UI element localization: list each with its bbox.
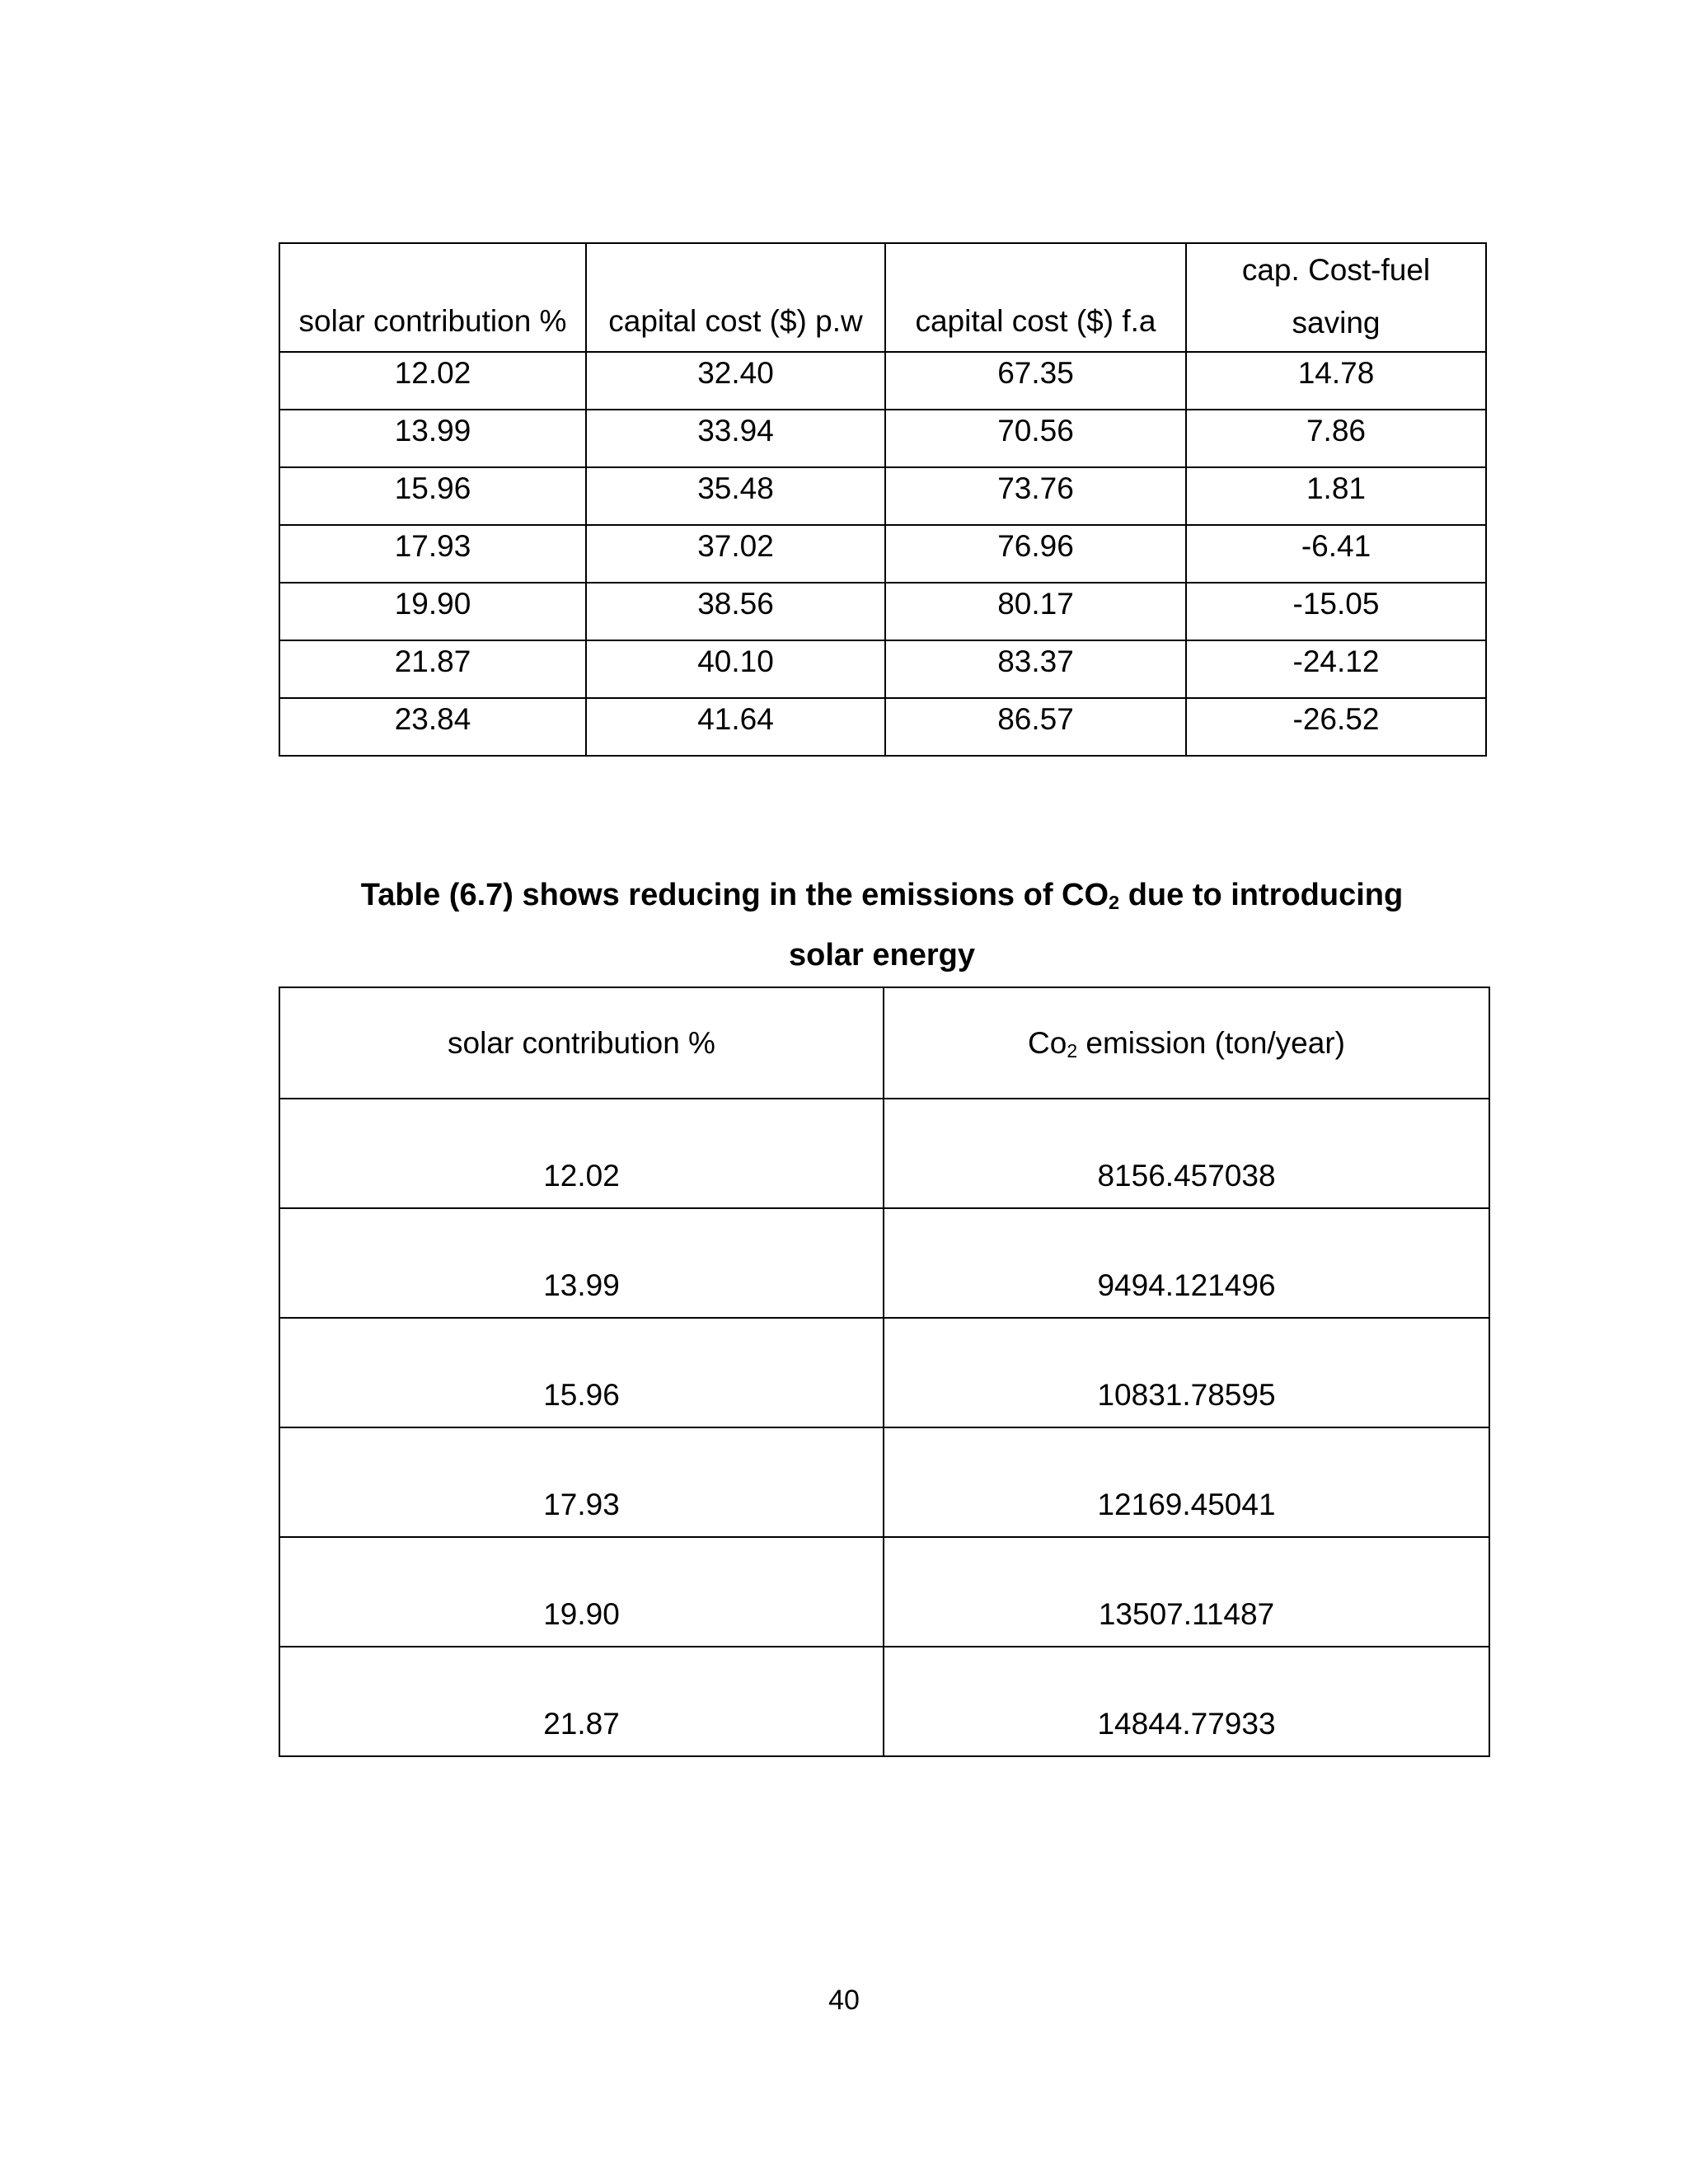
- table-row: [279, 410, 1486, 467]
- capital-cost-table: [279, 242, 1487, 757]
- table-cell: 83.37: [885, 640, 1186, 698]
- table-cell: -26.52: [1186, 698, 1486, 756]
- header-capital-cost-pw: capital cost ($) p.w: [586, 243, 885, 352]
- table-row: [279, 698, 1486, 756]
- table-row: [279, 1099, 1489, 1208]
- header-co2-suffix: emission (ton/year): [1077, 1026, 1345, 1060]
- table-cell: 14.78: [1186, 352, 1486, 410]
- table-cell: 76.96: [885, 525, 1186, 583]
- table-cell: 21.87: [279, 640, 586, 698]
- table-cell: 15.96: [279, 467, 586, 525]
- table-cell: 41.64: [586, 698, 885, 756]
- caption-text-end: due to introducing: [1119, 878, 1404, 912]
- header-cap-cost-fuel-line2: saving: [1292, 306, 1381, 340]
- table-cell: 14844.77933: [884, 1647, 1489, 1756]
- table-cell: 67.35: [885, 352, 1186, 410]
- table-cell: 80.17: [885, 583, 1186, 640]
- table-cell: 38.56: [586, 583, 885, 640]
- table-cell: -24.12: [1186, 640, 1486, 698]
- table-caption: [279, 867, 1485, 984]
- table-cell: 23.84: [279, 698, 586, 756]
- table-cell: 8156.457038: [884, 1099, 1489, 1208]
- table-cell: 86.57: [885, 698, 1186, 756]
- table-row: [279, 525, 1486, 583]
- header-co2-prefix: Co: [1028, 1026, 1067, 1060]
- header-solar-contribution: solar contribution %: [279, 987, 884, 1099]
- table-cell: -6.41: [1186, 525, 1486, 583]
- table-cell: 13.99: [279, 1208, 884, 1318]
- table-cell: -15.05: [1186, 583, 1486, 640]
- table-cell: 13507.11487: [884, 1537, 1489, 1647]
- co2-emission-table: [279, 987, 1490, 1757]
- caption-text: Table (6.7) shows reducing in the emissions of CO: [360, 878, 1109, 912]
- table-cell: 17.93: [279, 1427, 884, 1537]
- table-row: [279, 1318, 1489, 1427]
- table-cell: 10831.78595: [884, 1318, 1489, 1427]
- caption-subscript: 2: [1109, 892, 1120, 914]
- table-cell: 1.81: [1186, 467, 1486, 525]
- header-solar-contribution: solar contribution %: [279, 243, 586, 352]
- caption-line2: solar energy: [789, 938, 975, 972]
- table-cell: 12169.45041: [884, 1427, 1489, 1537]
- table-cell: 19.90: [279, 1537, 884, 1647]
- table-cell: 37.02: [586, 525, 885, 583]
- table-row: [279, 1647, 1489, 1756]
- table-header-row: [279, 243, 1486, 352]
- table-cell: 9494.121496: [884, 1208, 1489, 1318]
- table-cell: 21.87: [279, 1647, 884, 1756]
- table-row: [279, 1208, 1489, 1318]
- table-cell: 32.40: [586, 352, 885, 410]
- table-row: [279, 640, 1486, 698]
- table-cell: 35.48: [586, 467, 885, 525]
- header-co2-emission: [884, 987, 1489, 1099]
- table-cell: 17.93: [279, 525, 586, 583]
- table-row: [279, 1537, 1489, 1647]
- table-row: [279, 352, 1486, 410]
- table-cell: 40.10: [586, 640, 885, 698]
- table-header-row: [279, 987, 1489, 1099]
- header-cap-cost-fuel-line1: cap. Cost-fuel: [1241, 253, 1431, 287]
- header-capital-cost-fa: capital cost ($) f.a: [885, 243, 1186, 352]
- header-cap-cost-fuel-saving: [1186, 243, 1486, 352]
- table-cell: 70.56: [885, 410, 1186, 467]
- table-cell: 33.94: [586, 410, 885, 467]
- table-cell: 12.02: [279, 352, 586, 410]
- page-number: 40: [828, 1985, 860, 2016]
- header-co2-subscript: 2: [1067, 1040, 1078, 1062]
- table-cell: 15.96: [279, 1318, 884, 1427]
- table-row: [279, 467, 1486, 525]
- table-row: [279, 1427, 1489, 1537]
- table-cell: 12.02: [279, 1099, 884, 1208]
- table-row: [279, 583, 1486, 640]
- table-cell: 73.76: [885, 467, 1186, 525]
- table-cell: 13.99: [279, 410, 586, 467]
- table-cell: 19.90: [279, 583, 586, 640]
- table-cell: 7.86: [1186, 410, 1486, 467]
